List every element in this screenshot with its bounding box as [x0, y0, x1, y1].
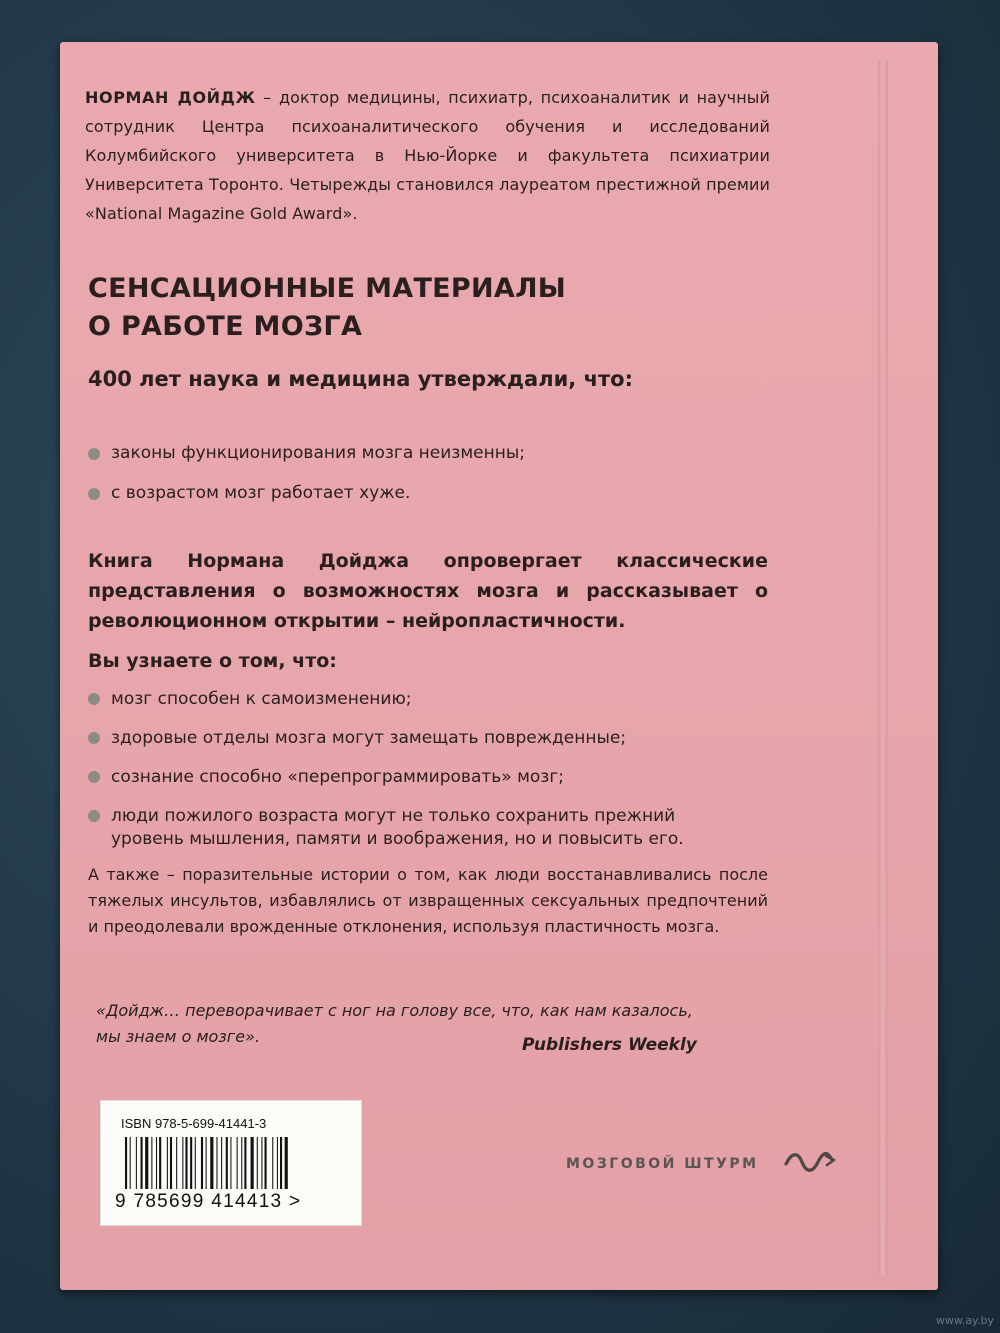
quote-source: Publishers Weekly: [522, 1035, 697, 1055]
list-item: сознание способно «перепрограммировать» мозг;: [88, 766, 721, 789]
bullet-dot-icon: [88, 488, 100, 500]
bullet-dot-icon: [88, 693, 100, 705]
claims-list: [88, 443, 525, 523]
learn-title: Вы узнаете о том, что:: [88, 650, 337, 672]
headline-line-2: О РАБОТЕ МОЗГА: [88, 311, 363, 342]
publisher-series: МОЗГОВОЙ ШТУРМ: [566, 1156, 759, 1172]
watermark: www.ay.by: [935, 1314, 994, 1327]
bullet-dot-icon: [88, 810, 100, 822]
list-item: с возрастом мозг работает хуже.: [88, 483, 525, 504]
bullet-dot-icon: [88, 732, 100, 744]
list-item: мозг способен к самоизменению;: [88, 688, 721, 711]
list-item: люди пожилого возраста могут не только сохранить прежний уровень мышления, памяти и воображения, но и повысить его.: [88, 805, 721, 851]
bullet-dot-icon: [88, 448, 100, 460]
author-bio: [85, 83, 770, 228]
isbn-number: ISBN 978-5-699-41441-3: [121, 1116, 267, 1131]
list-item: законы функционирования мозга неизменны;: [88, 443, 525, 464]
barcode-digits: 9 785699 414413 >: [115, 1191, 302, 1212]
learn-list: [88, 688, 721, 867]
barcode-bars-icon: [125, 1137, 337, 1189]
isbn-barcode: [100, 1100, 362, 1226]
author-name: НОРМАН ДОЙДЖ: [85, 88, 256, 107]
author-bio-text: – доктор медицины, психиатр, психоаналитик и научный сотрудник Центра психоаналитического обучения и исследований Колумбийского университета в Нью-Йорке и факультета психиатрии Университета Торонто. Четырежды становился лауреатом престижной премии «National Magazine Gold Award».: [85, 88, 770, 223]
bullet-dot-icon: [88, 771, 100, 783]
cover-hinge: [878, 60, 888, 1275]
list-item: здоровые отделы мозга могут замещать поврежденные;: [88, 727, 721, 750]
lead-paragraph: Книга Нормана Дойджа опровергает классические представления о возможностях мозга и рассказывает о революционном открытии – нейропластичности.: [88, 550, 768, 632]
headline: [88, 270, 728, 346]
review-quote: «Дойдж… переворачивает с ног на голову все, что, как нам казалось, мы знаем о мозге».: [96, 1001, 693, 1046]
brain-wave-logo-icon: [784, 1148, 836, 1176]
headline-line-1: СЕНСАЦИОННЫЕ МАТЕРИАЛЫ: [88, 273, 567, 304]
outro-paragraph: А также – поразительные истории о том, как люди восстанавливались после тяжелых инсультов, избавлялись от извращенных сексуальных предпочтений и преодолевали врожденные отклонения, используя пластичность мозга.: [88, 865, 768, 936]
claims-title: 400 лет наука и медицина утверждали, что:: [88, 367, 633, 391]
